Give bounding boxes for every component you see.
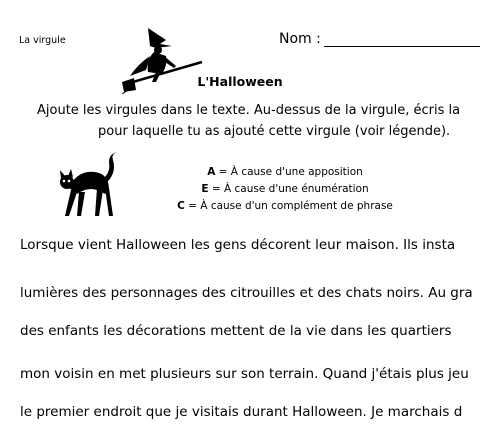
black-cat-icon <box>55 150 125 222</box>
name-answer-line[interactable] <box>324 46 480 47</box>
legend-letter: C <box>177 200 185 212</box>
text-line: mon voisin en met plusieurs sur son terrain. Quand j'étais plus jeu <box>20 366 469 382</box>
text-line: le premier endroit que je visitais durant Halloween. Je marchais d <box>20 404 463 420</box>
instruction-line-2: pour laquelle tu as ajouté cette virgule (voir légende). <box>98 124 451 139</box>
legend-letter: A <box>207 166 216 178</box>
legend-text: = À cause d'un complément de phrase <box>184 200 393 212</box>
legend-item-enumeration <box>160 183 410 195</box>
text-line: des enfants les décorations mettent de la vie dans les quartiers <box>20 323 452 339</box>
legend-text: = À cause d'une apposition <box>215 166 363 178</box>
text-line: Lorsque vient Halloween les gens décorent leur maison. Ils insta <box>20 237 456 253</box>
text-line: lumières des personnages des citrouilles et des chats noirs. Au gra <box>20 285 473 301</box>
instruction-line-1: Ajoute les virgules dans le texte. Au-dessus de la virgule, écris la <box>37 103 461 118</box>
legend-letter: E <box>201 183 209 195</box>
worksheet-title: L'Halloween <box>197 74 283 89</box>
legend-item-apposition <box>160 166 410 178</box>
name-label: Nom : <box>279 31 321 47</box>
legend-item-complement <box>160 200 410 212</box>
topic-label: La virgule <box>19 35 66 46</box>
legend-text: = À cause d'une énumération <box>208 183 369 195</box>
